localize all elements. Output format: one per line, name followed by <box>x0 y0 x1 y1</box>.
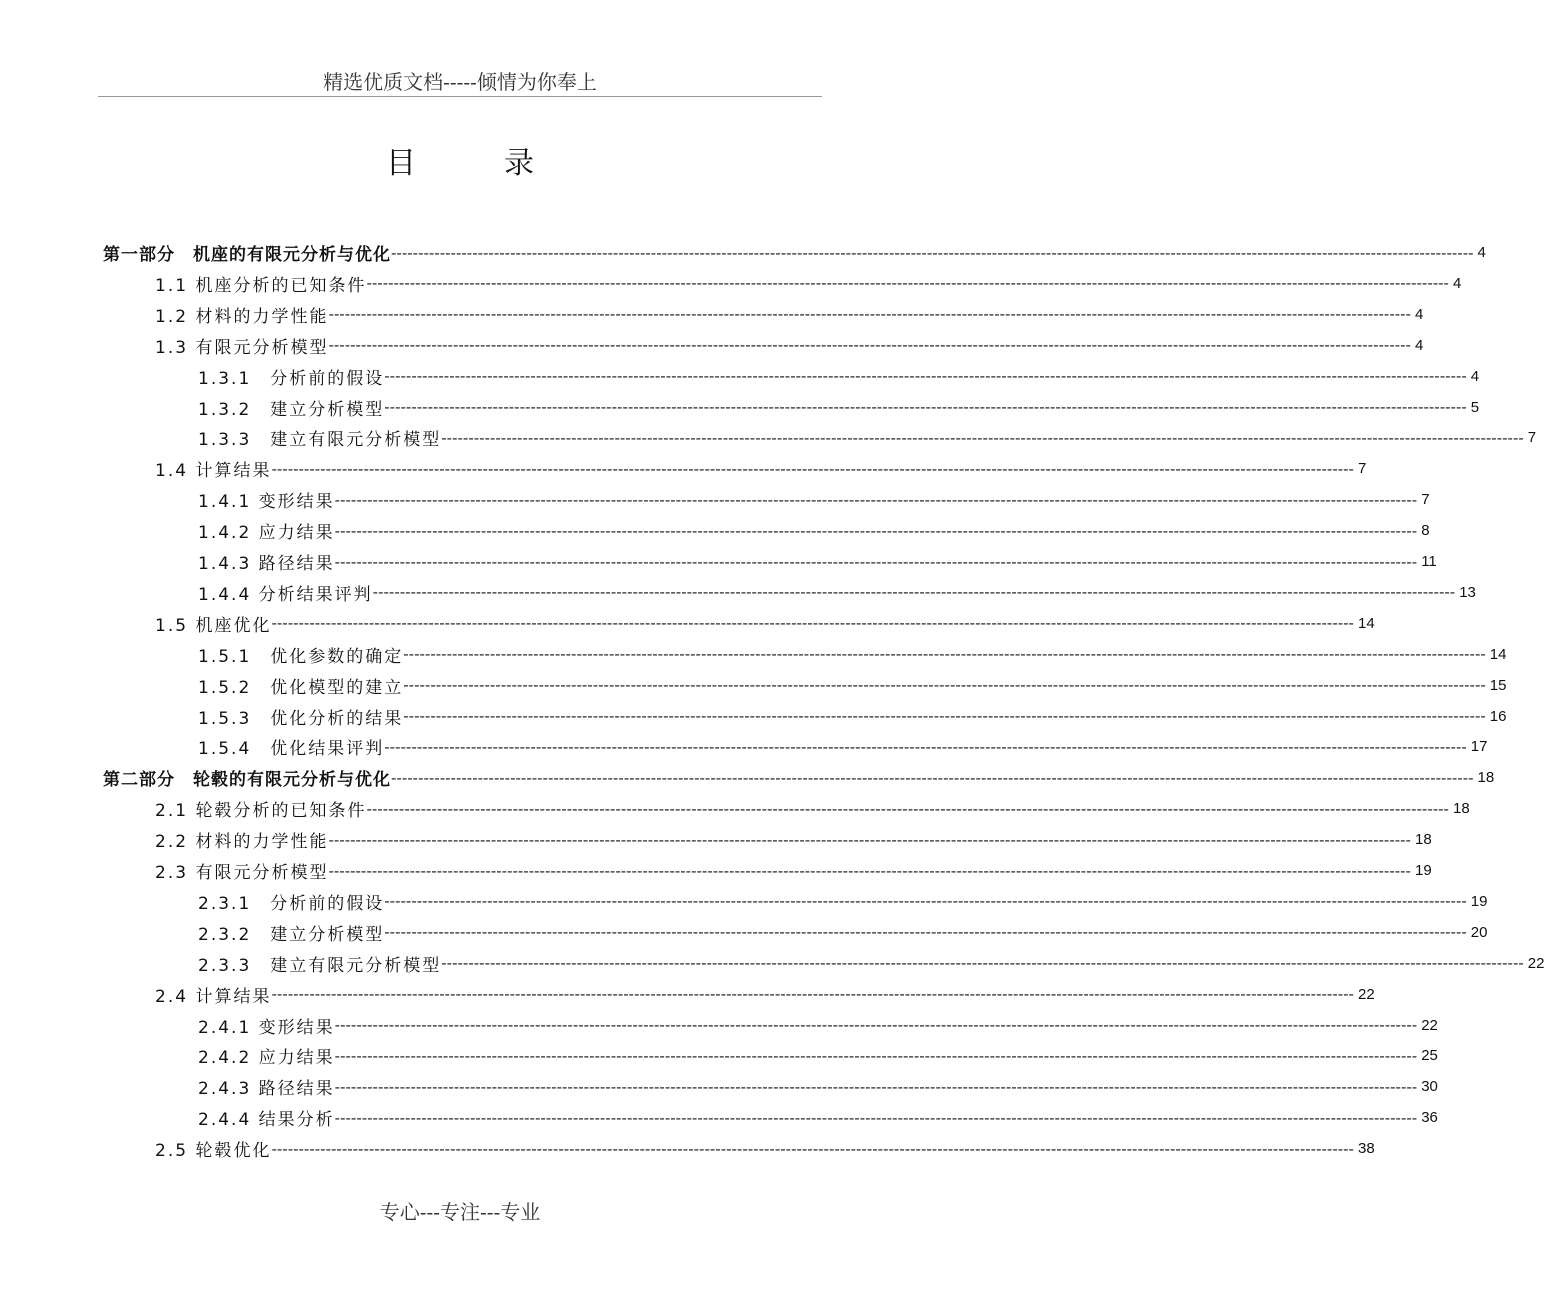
toc-entry-page-number: 8 <box>1421 522 1430 540</box>
toc-entry-page-number: 30 <box>1421 1078 1438 1096</box>
toc-entry-page-number: 5 <box>1470 398 1480 416</box>
toc-entry-page-number: 14 <box>1489 645 1507 663</box>
toc-entry[interactable] <box>155 330 1424 361</box>
toc-entry[interactable] <box>155 453 1367 484</box>
toc-entry-label: 第一部分 机座的有限元分析与优化 <box>103 245 391 265</box>
toc-entry[interactable] <box>155 824 1432 855</box>
toc-entry-label: 1.3.1 分析前的假设 <box>198 368 385 389</box>
toc-entry[interactable] <box>103 237 1486 268</box>
toc-entry-page-number: 18 <box>1452 800 1470 818</box>
toc-entry-page-number: 4 <box>1452 274 1462 292</box>
toc-entry-page-number: 20 <box>1470 923 1488 941</box>
toc-entry[interactable] <box>198 886 1488 917</box>
toc-entry-label: 1.4.1 变形结果 <box>198 492 335 513</box>
toc-entry-label: 2.4.1 变形结果 <box>198 1017 335 1038</box>
toc-entry-page-number: 16 <box>1489 707 1507 725</box>
toc-entry-page-number: 7 <box>1527 429 1537 447</box>
toc-entry-label: 2.3.1 分析前的假设 <box>198 893 385 914</box>
toc-entry-page-number: 38 <box>1357 1140 1375 1158</box>
toc-entry[interactable] <box>198 639 1507 670</box>
toc-entry[interactable] <box>155 855 1432 886</box>
toc-entry[interactable] <box>198 361 1480 392</box>
toc-dot-leader: -------------------------------------------------------------------------------------------------------------------------------------------------------------------------------------------------------- <box>334 1108 1418 1127</box>
toc-dot-leader: -------------------------------------------------------------------------------------------------------------------------------------------------------------------------------------------------------- <box>271 985 1354 1004</box>
toc-dot-leader: -------------------------------------------------------------------------------------------------------------------------------------------------------------------------------------------------------- <box>334 1077 1418 1096</box>
toc-entry-page-number: 22 <box>1527 954 1544 972</box>
toc-entry-label: 1.1 机座分析的已知条件 <box>155 275 367 296</box>
toc-dot-leader: -------------------------------------------------------------------------------------------------------------------------------------------------------------------------------------------------------- <box>334 1046 1418 1065</box>
toc-entry-page-number: 4 <box>1470 367 1480 385</box>
toc-entry[interactable] <box>155 299 1424 330</box>
toc-entry[interactable] <box>198 546 1437 577</box>
toc-entry-label: 2.3 有限元分析模型 <box>155 863 329 883</box>
toc-entry-label: 1.3.3 建立有限元分析模型 <box>198 430 442 451</box>
toc-entry-label: 2.1 轮毂分析的已知条件 <box>155 801 367 822</box>
toc-entry-page-number: 18 <box>1414 831 1432 849</box>
toc-entry[interactable] <box>198 515 1430 546</box>
toc-dot-leader: -------------------------------------------------------------------------------------------------------------------------------------------------------------------------------------------------------- <box>271 614 1354 633</box>
toc-entry-label: 1.3 有限元分析模型 <box>155 337 329 358</box>
toc-entry-label: 1.4.2 应力结果 <box>198 523 335 544</box>
toc-entry-page-number: 13 <box>1459 583 1476 601</box>
toc-entry-page-number: 11 <box>1421 553 1437 570</box>
toc-dot-leader: -------------------------------------------------------------------------------------------------------------------------------------------------------------------------------------------------------- <box>271 459 1354 478</box>
toc-entry-label: 2.4.2 应力结果 <box>198 1048 335 1069</box>
toc-entry-label: 2.4.4 结果分析 <box>198 1110 335 1131</box>
toc-entry-label: 1.5.4 优化结果评判 <box>198 739 385 760</box>
toc-dot-leader: -------------------------------------------------------------------------------------------------------------------------------------------------------------------------------------------------------- <box>328 861 1411 880</box>
toc-entry[interactable] <box>155 268 1462 299</box>
page-footer: 专心---专注---专业 <box>379 1200 541 1224</box>
toc-entry[interactable] <box>198 422 1537 453</box>
toc-dot-leader: -------------------------------------------------------------------------------------------------------------------------------------------------------------------------------------------------------- <box>334 521 1418 540</box>
toc-entry[interactable] <box>198 1071 1438 1102</box>
toc-entry-label: 1.5.3 优化分析的结果 <box>198 708 404 729</box>
toc-entry-label: 1.5.1 优化参数的确定 <box>198 646 404 667</box>
toc-entry[interactable] <box>155 608 1375 639</box>
toc-entry-page-number: 7 <box>1357 460 1367 478</box>
toc-entry[interactable] <box>198 392 1480 423</box>
header-divider <box>98 96 822 97</box>
toc-dot-leader: -------------------------------------------------------------------------------------------------------------------------------------------------------------------------------------------------------- <box>384 923 1467 942</box>
toc-entry-page-number: 4 <box>1414 305 1424 323</box>
toc-dot-leader: -------------------------------------------------------------------------------------------------------------------------------------------------------------------------------------------------------- <box>271 1139 1354 1158</box>
toc-dot-leader: -------------------------------------------------------------------------------------------------------------------------------------------------------------------------------------------------------- <box>328 336 1411 355</box>
toc-dot-leader: -------------------------------------------------------------------------------------------------------------------------------------------------------------------------------------------------------- <box>384 737 1467 756</box>
toc-entry[interactable] <box>198 1102 1438 1133</box>
toc-entry-page-number: 7 <box>1421 491 1430 509</box>
toc-entry[interactable] <box>198 917 1488 948</box>
toc-dot-leader: -------------------------------------------------------------------------------------------------------------------------------------------------------------------------------------------------------- <box>366 274 1449 293</box>
toc-dot-leader: -------------------------------------------------------------------------------------------------------------------------------------------------------------------------------------------------------- <box>403 707 1486 725</box>
toc-dot-leader: -------------------------------------------------------------------------------------------------------------------------------------------------------------------------------------------------------- <box>372 583 1456 602</box>
toc-entry-label: 1.4.3 路径结果 <box>198 554 335 574</box>
toc-dot-leader: -------------------------------------------------------------------------------------------------------------------------------------------------------------------------------------------------------- <box>441 954 1524 973</box>
toc-entry-label: 2.3.2 建立分析模型 <box>198 924 385 945</box>
toc-dot-leader: -------------------------------------------------------------------------------------------------------------------------------------------------------------------------------------------------------- <box>403 645 1486 664</box>
toc-dot-leader: -------------------------------------------------------------------------------------------------------------------------------------------------------------------------------------------------------- <box>334 1016 1418 1034</box>
toc-entry[interactable] <box>103 762 1495 793</box>
page-header: 精选优质文档-----倾情为你奉上 <box>323 70 597 94</box>
toc-dot-leader: -------------------------------------------------------------------------------------------------------------------------------------------------------------------------------------------------------- <box>391 768 1474 787</box>
toc-entry[interactable] <box>155 1133 1375 1164</box>
toc-dot-leader: -------------------------------------------------------------------------------------------------------------------------------------------------------------------------------------------------------- <box>384 367 1467 386</box>
toc-dot-leader: -------------------------------------------------------------------------------------------------------------------------------------------------------------------------------------------------------- <box>391 243 1474 262</box>
toc-entry-page-number: 14 <box>1357 614 1375 632</box>
toc-entry-page-number: 19 <box>1470 892 1488 910</box>
toc-entry-page-number: 4 <box>1477 244 1486 261</box>
toc-entry-page-number: 25 <box>1421 1047 1438 1065</box>
toc-entry-label: 1.4 计算结果 <box>155 461 272 482</box>
toc-entry[interactable] <box>155 979 1375 1010</box>
toc-entry-page-number: 17 <box>1470 738 1488 756</box>
toc-entry-label: 2.5 轮毂优化 <box>155 1141 272 1162</box>
toc-entry-page-number: 18 <box>1477 769 1495 787</box>
toc-entry-page-number: 15 <box>1489 676 1507 694</box>
toc-entry-label: 1.5 机座优化 <box>155 615 272 636</box>
toc-entry[interactable] <box>198 948 1544 979</box>
toc-entry-page-number: 4 <box>1414 336 1424 354</box>
toc-entry[interactable] <box>155 793 1470 824</box>
toc-entry-page-number: 36 <box>1421 1109 1438 1127</box>
toc-entry-page-number: 22 <box>1421 1016 1438 1034</box>
toc-entry[interactable] <box>198 577 1476 608</box>
toc-entry-label: 2.4.3 路径结果 <box>198 1079 335 1100</box>
toc-entry-label: 第二部分 轮毂的有限元分析与优化 <box>103 770 391 791</box>
toc-entry[interactable] <box>198 1040 1438 1071</box>
toc-entry[interactable] <box>198 701 1507 732</box>
toc-entry-label: 1.3.2 建立分析模型 <box>198 399 385 420</box>
toc-dot-leader: -------------------------------------------------------------------------------------------------------------------------------------------------------------------------------------------------------- <box>334 490 1418 509</box>
toc-entry-page-number: 22 <box>1357 985 1375 1003</box>
toc-entry-label: 1.5.2 优化模型的建立 <box>198 677 404 698</box>
toc-dot-leader: -------------------------------------------------------------------------------------------------------------------------------------------------------------------------------------------------------- <box>441 428 1524 447</box>
toc-dot-leader: -------------------------------------------------------------------------------------------------------------------------------------------------------------------------------------------------------- <box>403 676 1486 695</box>
toc-entry-label: 1.4.4 分析结果评判 <box>198 584 373 605</box>
toc-entry[interactable] <box>198 484 1430 515</box>
toc-entry[interactable] <box>198 670 1507 701</box>
toc-entry-label: 2.3.3 建立有限元分析模型 <box>198 955 442 976</box>
toc-entry-label: 2.4 计算结果 <box>155 986 272 1007</box>
toc-entry-page-number: 19 <box>1414 862 1432 879</box>
toc-dot-leader: -------------------------------------------------------------------------------------------------------------------------------------------------------------------------------------------------------- <box>328 830 1411 849</box>
toc-entry[interactable] <box>198 731 1488 762</box>
toc-entry[interactable] <box>198 1010 1438 1041</box>
toc-dot-leader: -------------------------------------------------------------------------------------------------------------------------------------------------------------------------------------------------------- <box>334 552 1418 571</box>
toc-entry-label: 1.2 材料的力学性能 <box>155 306 329 327</box>
toc-dot-leader: -------------------------------------------------------------------------------------------------------------------------------------------------------------------------------------------------------- <box>366 799 1449 818</box>
toc-dot-leader: -------------------------------------------------------------------------------------------------------------------------------------------------------------------------------------------------------- <box>384 892 1467 911</box>
toc-title: 目录 <box>386 146 622 181</box>
toc-dot-leader: -------------------------------------------------------------------------------------------------------------------------------------------------------------------------------------------------------- <box>384 398 1467 416</box>
toc-entry-label: 2.2 材料的力学性能 <box>155 832 329 853</box>
toc-dot-leader: -------------------------------------------------------------------------------------------------------------------------------------------------------------------------------------------------------- <box>328 305 1411 324</box>
